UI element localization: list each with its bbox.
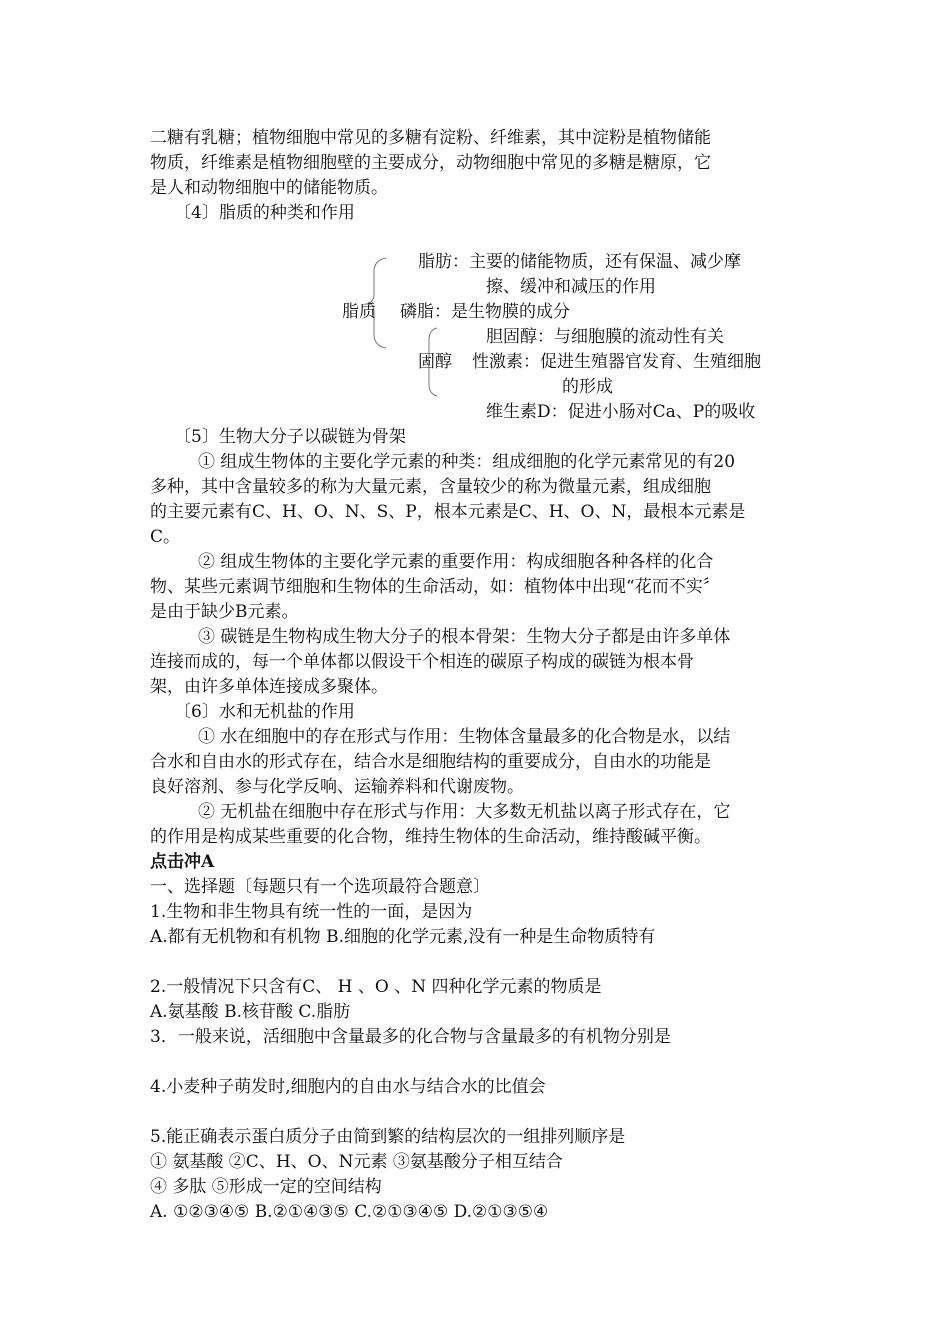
paragraph-line: 多种，其中含量较多的称为大量元素，含量较少的称为微量元素，组成细胞: [150, 477, 711, 497]
intro-line: 物质，纤维素是植物细胞壁的主要成分，动物细胞中常见的多糖是糖原，它: [150, 153, 711, 173]
paragraph-line: ② 组成生物体的主要化学元素的重要作用：构成细胞各种各样的化合: [198, 552, 714, 572]
sterol-label: 固醇: [418, 352, 452, 372]
question-4: 4.小麦种子萌发时,细胞内的自由水与结合水的比值会: [150, 1077, 546, 1097]
question-5-items: ④ 多肽 ⑤形成一定的空间结构: [150, 1177, 382, 1197]
phospholipid-line: 磷脂：是生物膜的成分: [400, 302, 570, 322]
question-5: 5.能正确表示蛋白质分子由简到繁的结构层次的一组排列顺序是: [150, 1127, 626, 1147]
paragraph-line: 合水和自由水的形式存在，结合水是细胞结构的重要成分，自由水的功能是: [150, 752, 711, 772]
question-3: 3．一般来说，活细胞中含量最多的化合物与含量最多的有机物分别是: [150, 1027, 671, 1047]
question-2-options: A.氨基酸 B.核苷酸 C.脂肪: [150, 1002, 351, 1022]
paragraph-line: 是由于缺少B元素。: [150, 602, 299, 622]
paragraph-line: C。: [150, 527, 181, 547]
practice-section-heading: 一、选择题〔每题只有一个选项最符合题意〕: [150, 877, 490, 897]
paragraph-line: ① 组成生物体的主要化学元素的种类：组成细胞的化学元素常见的有20: [198, 452, 736, 472]
cholesterol-line: 胆固醇：与细胞膜的流动性有关: [486, 327, 724, 347]
paragraph-line: ① 水在细胞中的存在形式与作用：生物体含量最多的化合物是水，以结: [198, 727, 731, 747]
practice-title: 点击冲A: [150, 852, 215, 872]
question-5-items: ① 氨基酸 ②C、H、O、N元素 ③氨基酸分子相互结合: [150, 1152, 563, 1172]
intro-line: 是人和动物细胞中的储能物质。: [150, 178, 388, 198]
section-heading: 〔5〕生物大分子以碳链为骨架: [174, 427, 406, 447]
paragraph-line: 的作用是构成某些重要的化合物，维持生物体的生命活动，维持酸碱平衡。: [150, 827, 711, 847]
paragraph-line: 的主要元素有C、H、O、N、S、P，根本元素是C、H、O、N，最根本元素是: [150, 502, 746, 522]
question-1-options: A.都有无机物和有机物 B.细胞的化学元素,没有一种是生命物质特有: [150, 927, 656, 947]
paragraph-line: ③ 碳链是生物构成生物大分子的根本骨架：生物大分子都是由许多单体: [198, 627, 731, 647]
paragraph-line: 连接而成的，每一个单体都以假设干个相连的碳原子构成的碳链为根本骨: [150, 652, 694, 672]
paragraph-line: 良好溶剂、参与化学反响、运输养料和代谢废物。: [150, 777, 524, 797]
fat-line: 擦、缓冲和减压的作用: [486, 277, 656, 297]
question-2: 2.一般情况下只含有C、 H 、O 、N 四种化学元素的物质是: [150, 977, 602, 997]
question-1: 1.生物和非生物具有统一性的一面，是因为: [150, 902, 473, 922]
paragraph-line: 物、某些元素调节细胞和生物体的生命活动，如：植物体中出现“花而不实〞: [150, 577, 720, 597]
sex-hormone-line: 的形成: [562, 377, 613, 397]
vitamin-d-line: 维生素D：促进小肠对Ca、P的吸收: [486, 402, 756, 422]
section-heading: 〔4〕脂质的种类和作用: [174, 203, 355, 223]
question-5-options: A. ①②③④⑤ B.②①④③⑤ C.②①③④⑤ D.②①③⑤④: [150, 1202, 549, 1222]
sex-hormone-line: 性激素：促进生殖器官发育、生殖细胞: [472, 352, 761, 372]
paragraph-line: ② 无机盐在细胞中存在形式与作用：大多数无机盐以离子形式存在，它: [198, 802, 731, 822]
paragraph-line: 架，由许多单体连接成多聚体。: [150, 677, 388, 697]
fat-line: 脂肪：主要的储能物质，还有保温、减少摩: [418, 252, 741, 272]
intro-line: 二糖有乳糖；植物细胞中常见的多糖有淀粉、纤维素，其中淀粉是植物储能: [150, 128, 711, 148]
diagram-root: 脂质: [342, 302, 376, 322]
section-heading: 〔6〕水和无机盐的作用: [174, 702, 355, 722]
